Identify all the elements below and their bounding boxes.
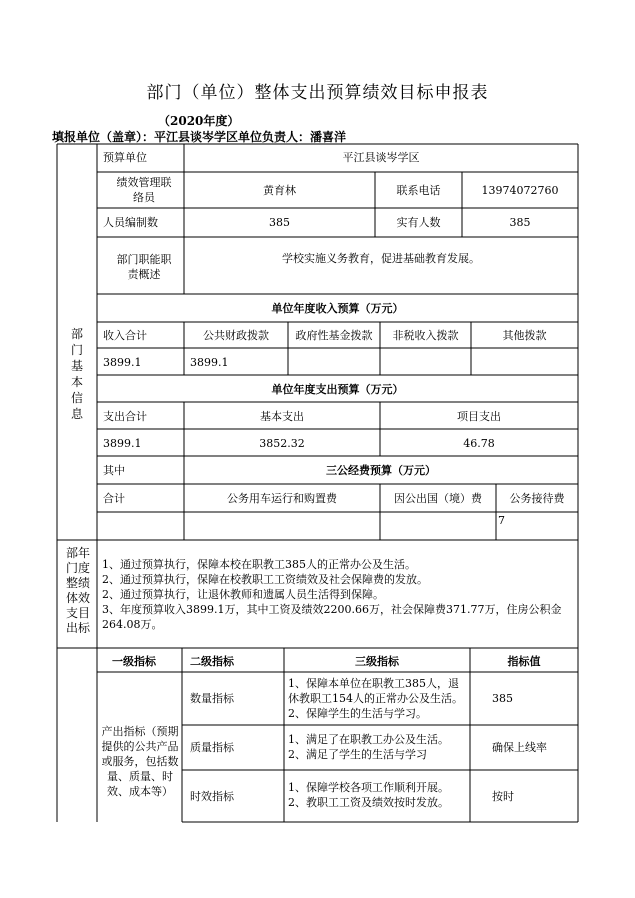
value-quality: 确保上线率 [492, 741, 547, 754]
goal-line: 1、通过预算执行，保障本校在职教工385人的正常办公及生活。 [102, 558, 416, 571]
value-quantity: 385 [492, 692, 513, 705]
income-budget-header: 单位年度收入预算（万元） [271, 302, 404, 315]
report-year: （2020年度） [158, 114, 240, 128]
header-level2: 二级指标 [190, 655, 234, 668]
goal-line: 3、年度预算收入3899.1万，其中工资及绩效2200.66万，社会保障费371.77万，住房公积金264.08万。 [102, 603, 562, 631]
budget-unit-value: 平江县谈岑学区 [342, 151, 420, 164]
level3-quantity: 1、保障本单位在职教工385人，退休教职工154人的正常办公及生活。2、保障学生的生活与学习。 [288, 677, 463, 720]
expense-value-basic: 3852.32 [259, 437, 305, 450]
header-level3: 三级指标 [355, 655, 399, 668]
three-col-vehicle: 公务用车运行和购置费 [227, 492, 337, 505]
level2-timeliness: 时效指标 [190, 790, 234, 803]
staff-quota-value: 385 [269, 216, 290, 229]
level3-quality: 1、满足了在职教工办公及生活。2、满足了学生的生活与学习 [288, 733, 449, 761]
value-timeliness: 按时 [492, 790, 514, 803]
expense-col-total: 支出合计 [103, 410, 147, 423]
expense-value-total: 3899.1 [103, 437, 142, 450]
expense-col-project: 项目支出 [457, 410, 501, 423]
among-label: 其中 [103, 464, 125, 477]
income-col-public-finance: 公共财政拨款 [203, 329, 269, 342]
three-public-header: 三公经费预算（万元） [326, 464, 436, 477]
level2-quality: 质量指标 [190, 741, 234, 754]
goal-line: 2、通过预算执行，让退休教师和遗属人员生活得到保障。 [102, 588, 384, 601]
duty-value: 学校实施义务教育，促进基础教育发展。 [282, 252, 480, 265]
goal-line: 2、通过预算执行，保障在校教职工工资绩效及社会保障费的发放。 [102, 573, 428, 586]
income-col-other: 其他拨款 [502, 329, 547, 342]
three-col-reception: 公务接待费 [509, 492, 565, 505]
level2-quantity: 数量指标 [190, 692, 234, 705]
budget-unit-label: 预算单位 [103, 151, 147, 164]
filler-unit-line: 填报单位（盖章）：平江县谈岑学区单位负责人：潘喜洋 [52, 130, 347, 144]
income-col-total: 收入合计 [103, 329, 147, 342]
three-col-abroad: 因公出国（境）费 [394, 492, 482, 505]
duty-label: 部门职能职责概述 [116, 253, 172, 281]
page-title: 部门（单位）整体支出预算绩效目标申报表 [146, 83, 489, 103]
goals-text [102, 557, 576, 632]
income-value-public-finance: 3899.1 [190, 356, 229, 369]
expense-budget-header: 单位年度支出预算（万元） [271, 383, 404, 396]
header-level1: 一级指标 [112, 655, 156, 668]
phone-label: 联系电话 [396, 184, 441, 197]
section-goals-label: 部年门度整绩体效支目出标 [65, 546, 90, 635]
three-col-total: 合计 [103, 492, 125, 505]
header-value: 指标值 [507, 655, 541, 668]
income-value-total: 3899.1 [103, 356, 142, 369]
actual-staff-value: 385 [509, 216, 531, 229]
contact-value: 黄育林 [263, 184, 296, 197]
expense-value-project: 46.78 [463, 437, 495, 450]
level3-timeliness: 1、保障学校各项工作顺利开展。2、教职工工资及绩效按时发放。 [288, 781, 449, 809]
contact-label: 绩效管理联络员 [116, 176, 172, 204]
section-basic-info-label: 部门基本信息 [70, 327, 83, 421]
expense-col-basic: 基本支出 [260, 410, 304, 423]
phone-value: 13974072760 [481, 184, 559, 197]
three-value-reception: 7 [498, 514, 505, 527]
level1-output-indicator: 产出指标（预期提供的公共产品或服务，包括数量、质量、时效、成本等） [101, 725, 179, 798]
actual-staff-label: 实有人数 [396, 216, 441, 229]
staff-quota-label: 人员编制数 [103, 216, 158, 229]
income-col-nontax: 非税收入拨款 [392, 329, 459, 342]
income-col-gov-fund: 政府性基金拨款 [295, 329, 373, 342]
